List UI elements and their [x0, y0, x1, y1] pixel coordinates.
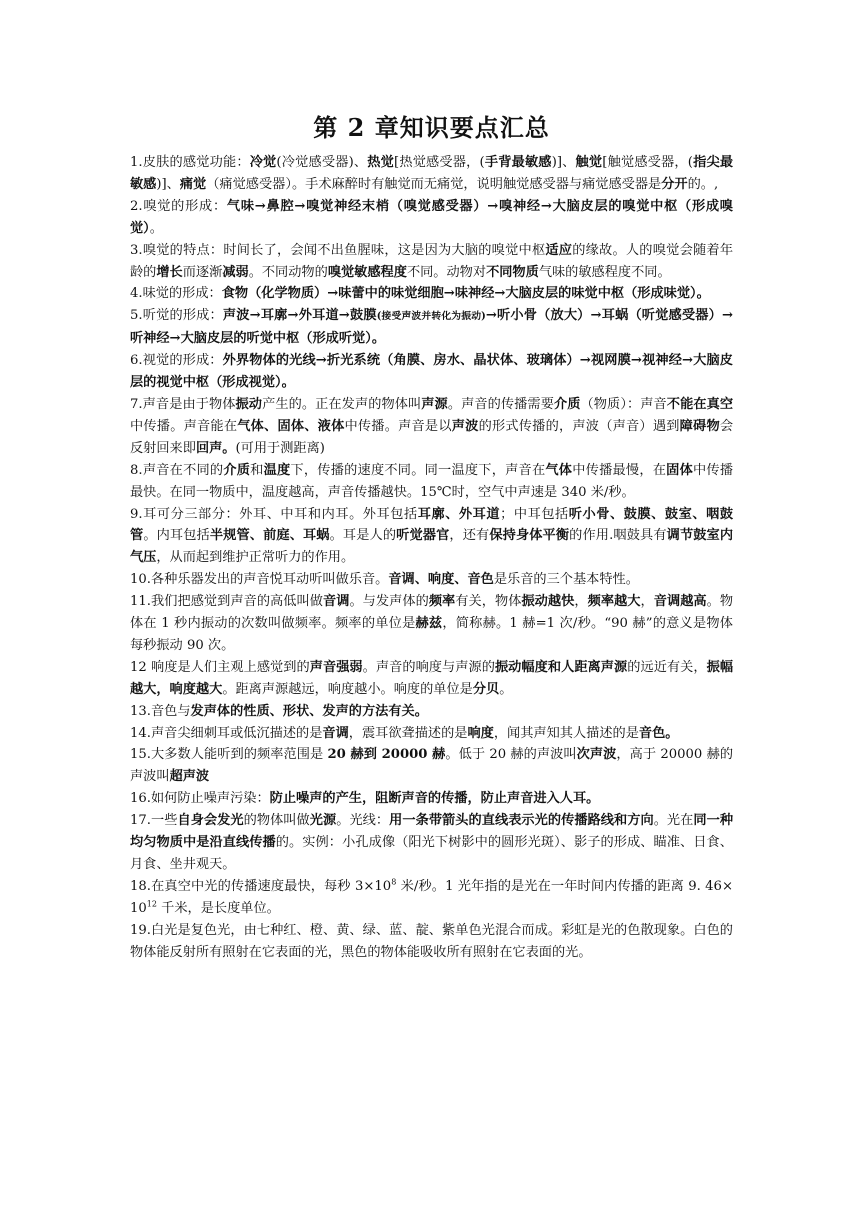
body-text: ，简称赫。1 赫=1 次/秒。“90 赫”的意义是物体每秒振动 90 次。: [130, 616, 733, 653]
body-text: [热觉感受器，(: [394, 155, 485, 170]
knowledge-point-item: [130, 460, 733, 504]
body-text: 下，传播的速度不同。同一温度下，声音在: [290, 462, 546, 478]
key-term: 超声波: [169, 769, 210, 785]
body-text: 的物体叫做: [243, 813, 310, 829]
body-text: ，: [640, 594, 654, 610]
body-text: ；中耳包括: [500, 506, 569, 522]
body-text: 的。,: [687, 176, 719, 192]
body-text: ，从而起到维护正常听力的作用。: [156, 550, 355, 566]
key-term: 振动幅度和人距离声源: [494, 659, 628, 675]
key-term: 指尖最敏感: [130, 155, 734, 192]
knowledge-point-item: [130, 350, 733, 394]
body-text: 。: [499, 681, 513, 697]
body-text: 气味的敏感程度不同。: [538, 264, 671, 280]
body-text: 17.一些: [130, 813, 178, 829]
body-text: ，闻其声知其人描述的是: [493, 725, 639, 741]
knowledge-point-item: [130, 723, 733, 745]
body-text: 10.各种乐器发出的声音悦耳动听叫做乐音。: [130, 572, 389, 588]
key-term: 发声体的性质、形状、发声的方法有关。: [190, 703, 428, 719]
body-text: 5.听觉的形成：: [130, 308, 223, 324]
body-text: 。声音的传播需要: [447, 396, 554, 412]
key-term: 适应: [545, 242, 573, 258]
body-text: 是乐音的三个基本特性。: [493, 572, 639, 588]
key-term: 赫兹: [415, 616, 443, 632]
knowledge-point-item: [130, 810, 733, 876]
key-term: 音调: [322, 725, 349, 741]
body-text: 。距离声源越远，响度越小。响度的单位是: [222, 681, 473, 697]
body-text: 中传播。声音能在: [130, 418, 238, 434]
key-term: 同一种均匀物质中是沿直线传播: [130, 813, 734, 851]
key-term: 20 赫到 20000 赫: [327, 747, 446, 763]
body-text: 米/秒。1 光年指的是光在一年时间内传播的距离 9. 46×10: [130, 878, 733, 916]
knowledge-point-item: [130, 569, 733, 591]
key-term: 冷觉: [249, 155, 277, 170]
key-term: 听觉器官: [396, 528, 450, 544]
knowledge-point-list: [130, 152, 733, 964]
body-text: 。光线：: [336, 813, 390, 829]
key-term: 气味→鼻腔→嗅觉神经末梢（嗅觉感受器）→嗅神经→大脑皮层的嗅觉中枢（形成嗅觉）: [130, 198, 733, 236]
key-term: 障碍物: [679, 418, 720, 434]
knowledge-point-item: [130, 240, 733, 284]
body-text: 15.大多数人能听到的频率范围是: [130, 747, 328, 763]
key-term: 声源: [421, 396, 448, 412]
body-text: 中传播最慢，在: [572, 462, 667, 478]
body-text: 14.声音尖细刺耳或低沉描述的是: [130, 725, 323, 741]
body-text: )]、: [156, 176, 180, 192]
body-text: 和: [250, 462, 264, 478]
body-text: 。低于 20 赫的声波叫: [445, 747, 577, 763]
body-text: (可用于测距离): [235, 440, 325, 456]
knowledge-point-item: [130, 196, 733, 240]
body-text: 19.白光是复色光，由七种红、橙、黄、绿、蓝、靛、紫单色光混合而成。彩虹是光的色散现象。白色的物体能反射所有照射在它表面的光，黑色的物体能吸收所有照射在它表面的光。: [130, 922, 733, 960]
body-text: 6.视觉的形成：: [130, 353, 223, 369]
key-term: 气体、固体、液体: [237, 418, 345, 434]
body-text: 。耳是人的: [329, 528, 397, 544]
knowledge-point-item: [130, 283, 733, 305]
key-term: 音调越高: [653, 594, 707, 610]
key-term: 分开: [661, 176, 688, 192]
key-term: 手背最敏感: [484, 155, 552, 170]
body-text: 8.声音在不同的: [130, 462, 224, 478]
knowledge-point-item: [130, 876, 733, 920]
body-text: (冷觉感受器)、: [276, 155, 368, 170]
body-text: 12 响度是人们主观上感觉到的: [130, 659, 310, 675]
body-text: 。不同动物的: [248, 264, 328, 280]
body-text: 的远近有关，: [627, 659, 707, 675]
key-term: 调节鼓室内气压: [130, 528, 734, 566]
knowledge-point-item: [130, 504, 733, 570]
knowledge-point-item: [130, 394, 733, 460]
body-text: [触觉感受器，(: [602, 155, 693, 170]
key-term: 痛觉: [179, 176, 207, 192]
key-term: 食物（化学物质）→味蕾中的味觉细胞→味神经→大脑皮层的味觉中枢（形成味觉）。: [221, 286, 710, 302]
body-text: 13.音色与: [130, 703, 191, 719]
body-text: 。与发声体的: [349, 594, 429, 610]
knowledge-point-item: [130, 920, 733, 964]
key-term: 耳廓、外耳道: [417, 506, 501, 522]
key-term: 热觉: [367, 155, 394, 170]
key-term: 防止噪声的产生，阻断声音的传播，防止声音进入人耳。: [269, 791, 600, 807]
key-term: 用一条带箭头的直线表示光的传播路线和方向: [389, 813, 654, 829]
knowledge-point-item: [130, 701, 733, 723]
key-term: 频率: [428, 594, 456, 610]
body-text: 1.皮肤的感觉功能：: [130, 155, 250, 170]
body-text: 的。实例：小孔成像（阳光下树影中的圆形光斑）、影子的形成、瞄准、日食、月食、坐井观天。: [130, 835, 733, 872]
knowledge-point-item: [130, 657, 733, 701]
key-term: 音色。: [638, 725, 679, 741]
key-term: →听小骨（放大）→耳蜗（听觉感受器）→听神经→大脑皮层的听觉中枢（形成听觉）。: [130, 308, 733, 347]
key-term: 声波: [451, 418, 479, 434]
key-term: 振动越快: [521, 594, 575, 610]
key-term: 增长: [156, 264, 183, 280]
key-term: 嗅觉敏感程度: [327, 264, 407, 280]
body-text: 会反射回来即: [130, 418, 734, 456]
body-text: 而逐渐: [182, 264, 223, 280]
body-text: )]、: [551, 155, 576, 170]
knowledge-point-item: [130, 305, 733, 350]
body-text: 。: [149, 220, 163, 236]
key-term: 声波→耳廓→外耳道→鼓膜: [222, 308, 377, 324]
body-text: （痛觉感受器）。手术麻醉时有触觉而无痛觉，说明触觉感受器与痛觉感受器是: [206, 176, 662, 192]
key-term: 介质: [553, 396, 581, 412]
superscript-exponent: 12: [146, 899, 157, 909]
key-term: 减弱: [222, 264, 249, 280]
key-term: 音调: [322, 594, 350, 610]
body-text: 3.嗅觉的特点：时间长了，会闻不出鱼腥味，这是因为大脑的嗅觉中枢: [130, 242, 546, 258]
body-text: ，还有: [449, 528, 490, 544]
body-text: 。光在: [653, 813, 694, 829]
knowledge-point-item: [130, 152, 733, 196]
key-term: 不同物质: [486, 264, 539, 280]
body-text: 的作用.咽鼓具有: [569, 528, 667, 544]
key-term: 振动: [235, 396, 263, 412]
knowledge-point-item: [130, 591, 733, 657]
body-text: 产生的。正在发声的物体叫: [262, 396, 422, 412]
key-term: 振幅越大，响度越大: [130, 659, 734, 697]
key-term: 次声波: [576, 747, 617, 763]
body-text: （物质）：声音: [580, 396, 667, 412]
key-term: 声音强弱: [309, 659, 363, 675]
body-text: 不同。动物对: [406, 264, 487, 280]
body-text: 千米，是长度单位。: [156, 900, 280, 916]
key-term: 自身会发光: [177, 813, 244, 829]
body-text: 16.如何防止噪声污染：: [130, 791, 270, 807]
key-term: 不能在真空: [666, 396, 734, 412]
key-term: 外界物体的光线→折光系统（角膜、房水、晶状体、玻璃体）→视网膜→视神经→大脑皮层的视觉中枢（形成视觉）。: [130, 353, 733, 391]
key-term: 介质: [223, 462, 251, 478]
body-text: 4.味觉的形成：: [130, 286, 222, 302]
key-term: 频率越大: [587, 594, 641, 610]
body-text: ，高于 20000 赫的声波叫: [130, 747, 734, 785]
body-text: 。声音的响度与声源的: [362, 659, 495, 675]
key-term: 回声。: [195, 440, 236, 456]
body-text: 的形式传播的，声波（声音）遇到: [478, 418, 680, 434]
body-text: 有关，物体: [455, 594, 522, 610]
body-text: 中传播。声音是以: [344, 418, 452, 434]
key-term: 气体: [545, 462, 573, 478]
body-text: 9.耳可分三部分：外耳、中耳和内耳。外耳包括: [130, 506, 418, 522]
body-text: 11.我们把感觉到声音的高低叫做: [130, 594, 323, 610]
key-term: 听小骨、鼓膜、鼓室、咽鼓管: [130, 506, 734, 544]
body-text: 。内耳包括: [143, 528, 210, 544]
body-text: 的缘故。人的嗅觉会随着年龄的: [130, 242, 734, 280]
body-text: ，震耳欲聋描述的是: [348, 725, 468, 741]
document-page: [130, 112, 733, 964]
key-term: 响度: [467, 725, 494, 741]
annotation-text: (接受声波并转化为振动): [376, 311, 486, 323]
key-term: 光源: [309, 813, 337, 829]
knowledge-point-item: [130, 744, 733, 788]
body-text: 2.嗅觉的形成：: [130, 198, 227, 214]
key-term: 触觉: [575, 155, 603, 170]
knowledge-point-item: [130, 788, 733, 810]
body-text: ，: [574, 594, 588, 610]
page-title: 第 2 章知识要点汇总: [313, 113, 550, 142]
key-term: 保持身体平衡: [489, 528, 570, 544]
body-text: 7.声音是由于物体: [130, 396, 236, 412]
body-text: 中传播最快。在同一物质中，温度越高，声音传播越快。15℃时，空气中声速是 340 米/秒。: [130, 462, 734, 500]
key-term: 温度: [263, 462, 291, 478]
key-term: 音调、响度、音色: [388, 572, 494, 588]
superscript-exponent: 8: [391, 877, 397, 887]
body-text: 18.在真空中光的传播速度最快，每秒 3×10: [130, 878, 392, 894]
key-term: 半规管、前庭、耳蜗: [209, 528, 330, 544]
body-text: 。物体在 1 秒内振动的次数叫做频率。频率的单位是: [130, 594, 734, 632]
key-term: 固体: [666, 462, 694, 478]
key-term: 分贝: [472, 681, 500, 697]
